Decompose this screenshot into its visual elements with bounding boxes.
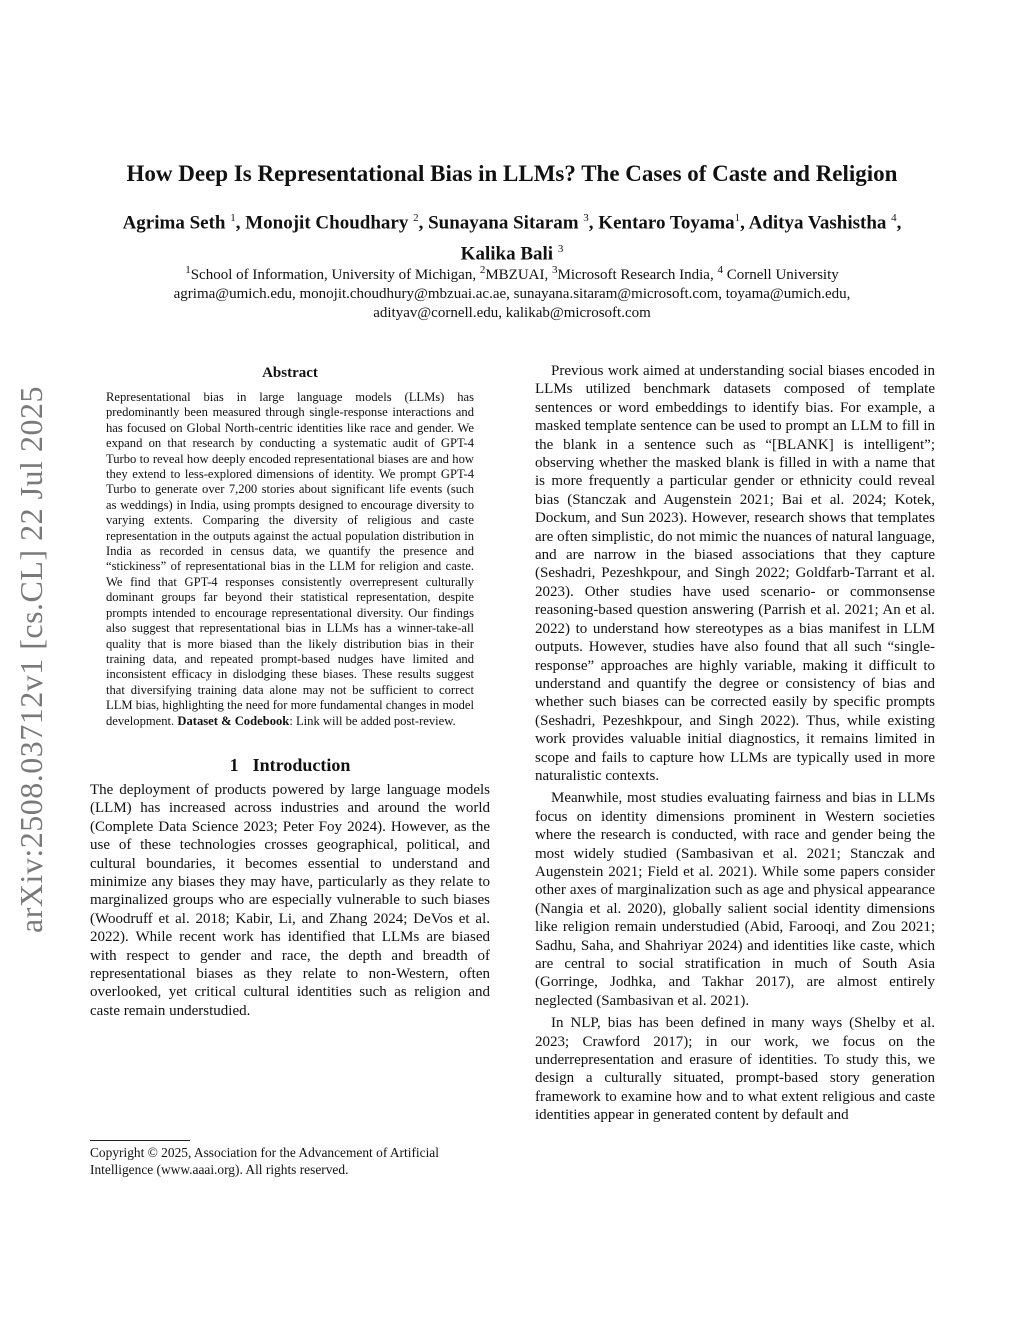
abstract-tail-text: : Link will be added post-review. <box>289 713 456 728</box>
email-line: agrima@umich.edu, monojit.choudhury@mbzuai.ac.ae, sunayana.sitaram@microsoft.com, toyama@umich.edu, <box>173 286 851 302</box>
author-affiliation-mark: 3 <box>557 243 564 256</box>
left-column <box>90 362 490 1020</box>
right-column <box>535 362 935 1129</box>
body-paragraph: In NLP, bias has been defined in many ways (Shelby et al. 2023; Crawford 2017); in our work, we focus on the underrepresentation and erasure of identities. To study this, we design a culturally situated, prompt-based story generation framework to examine how and to what extent religious and caste identities appear in generated content by default and <box>535 1015 935 1124</box>
body-paragraph: Previous work aimed at understanding social biases encoded in LLMs utilized benchmark datasets composed of template sentences or word embeddings to identify bias. For example, a masked template sentence can be used to prompt an LLM to fill in the blank in a sentence such as “[BLANK] is intelligent”; observing whether the masked blank is filled in with a name that is more frequently a particular gender or ethnicity could reveal bias (Stanczak and Augenstein 2021; Bai et al. 2024; Kotek, Dockum, and Sun 2023). However, research shows that templates are often simplistic, do not mimic the nuances of natural language, and are narrow in the biased associations that they capture (Seshadri, Pezeshkpour, and Singh 2022; Goldfarb-Tarrant et al. 2023). Other studies have used scenario- or commonsense reasoning-based question answering (Parrish et al. 2021; An et al. 2022) to understand how stereotypes as a bias manifest in LLM outputs. However, studies have also found that all such “single-response” approaches are highly variable, making it difficult to understand and quantify the degree or consistency of bias and whether such biases can be corrected easily by specific prompts (Seshadri, Pezeshkpour, and Singh 2022). Thus, while existing work provides valuable initial diagnostics, it remains limited in scope and fails to capture how LLMs are typically used in more naturalistic contexts. <box>535 363 935 784</box>
section-title: Introduction <box>252 754 351 775</box>
intro-paragraph: The deployment of products powered by large language models (LLM) has increased across industries and around the world (Complete Data Science 2023; Peter Foy 2024). However, as the use of these technologies crosses geographical, political, and cultural boundaries, it becomes essential to understand and minimize any biases they may have, particularly as they relate to marginalized groups who are especially vulnerable to such biases (Woodruff et al. 2018; Kabir, Li, and Zhang 2024; DeVos et al. 2022). While recent work has identified that LLMs are biased with respect to gender and race, the depth and breadth of representational biases as they relate to non-Western, often overlooked, yet critical cultural identities such as religion and caste remain understudied. <box>90 781 490 1019</box>
affiliation-line <box>60 261 964 285</box>
affiliation-text: Cornell University <box>722 267 839 283</box>
author-affiliation-mark: 2 <box>413 212 419 224</box>
author-affiliation-mark: 1 <box>230 212 236 224</box>
abstract-bold-label: Dataset & Codebook <box>177 713 290 728</box>
author-name: Agrima Seth <box>122 212 226 234</box>
affiliations <box>60 261 964 323</box>
author-affiliation-mark: 3 <box>583 212 589 224</box>
body-paragraph: Meanwhile, most studies evaluating fairness and bias in LLMs focus on identity dimensions prominent in Western societies where the research is conducted, with race and gender being the most widely studied (Sambasivan et al. 2021; Stanczak and Augenstein 2021; Field et al. 2021). While some papers consider other axes of marginalization such as age and physical appearance (Nangia et al. 2020), globally salient social identity dimensions like religion remain understudied (Abid, Farooqi, and Zou 2021; Sadhu, Saha, and Shahriyar 2024) and identities like caste, which are central to social stratification in much of South Asia (Gorringe, Jodhka, and Takhar 2017), are almost entirely neglected (Sambasivan et al. 2021). <box>535 790 935 1009</box>
author-name: Aditya Vashistha <box>748 212 887 234</box>
copyright-footnote: Copyright © 2025, Association for the Advancement of Artificial Intelligence (www.aaai.org). All rights reserved. <box>90 1145 439 1177</box>
affiliation-text: Microsoft Research India, <box>557 267 718 283</box>
affiliation-mark: 3 <box>552 264 558 276</box>
affiliation-mark: 1 <box>185 264 191 276</box>
author-name: Kalika Bali <box>460 243 554 265</box>
abstract-heading: Abstract <box>262 365 318 381</box>
affiliation-mark: 4 <box>717 264 723 276</box>
author-name: Kentaro Toyama <box>598 212 735 234</box>
author-affiliation-mark: 4 <box>891 212 897 224</box>
abstract-text <box>106 390 474 729</box>
affiliation-text: MBZUAI, <box>485 267 552 283</box>
author-affiliation-mark: 1 <box>734 212 741 224</box>
paper-title: How Deep Is Representational Bias in LLMs? The Cases of Caste and Religion <box>126 161 898 186</box>
footnote-rule <box>90 1140 190 1141</box>
affiliation-mark: 2 <box>479 264 486 276</box>
arxiv-identifier: arXiv:2508.03712v1 [cs.CL] 22 Jul 2025 <box>13 386 49 934</box>
author-name: Sunayana Sitaram <box>428 212 579 234</box>
author-list: Agrima Seth $^1$, Monojit Choudhary $^2$, Sunayana Sitaram $^3$, Kentaro Toyama$^1$, Aditya Vashistha $^4$, Kalika Bali $^3$ <box>122 212 902 265</box>
section-heading <box>90 753 490 777</box>
affiliation-text: School of Information, University of Michigan, <box>190 267 480 283</box>
abstract-body-text: Representational bias in large language models (LLMs) has predominantly been measured through single-response interactions and has focused on Global North-centric identities like race and gender. We expand on that research by conducting a systematic audit of GPT-4 Turbo to reveal how deeply encoded representational biases are and how they extend to less-explored dimensions of identity. We prompt GPT-4 Turbo to generate over 7,200 stories about significant life events (such as weddings) in India, using prompts designed to encourage diversity to varying extents. Comparing the diversity of religious and caste representation in the outputs against the actual population distribution in India as recorded in census data, we quantify the presence and “stickiness” of representational bias in the LLM for religion and caste. We find that GPT-4 responses consistently overrepresent culturally dominant groups far beyond their statistical representation, despite prompts intended to encourage representational diversity. Our findings also suggest that representational bias in LLMs has a winner-take-all quality that is more biased than the likely distribution bias in their training data, and repeated prompt-based nudges have limited and inconsistent efficacy in dislodging these biases. These results suggest that diversifying training data alone may not be sufficient to correct LLM bias, highlighting the need for more fundamental changes in model development. <box>106 390 474 728</box>
email-line: adityav@cornell.edu, kalikab@microsoft.com <box>373 305 651 321</box>
section-number: 1 <box>229 754 239 775</box>
author-name: Monojit Choudhary <box>245 212 409 234</box>
